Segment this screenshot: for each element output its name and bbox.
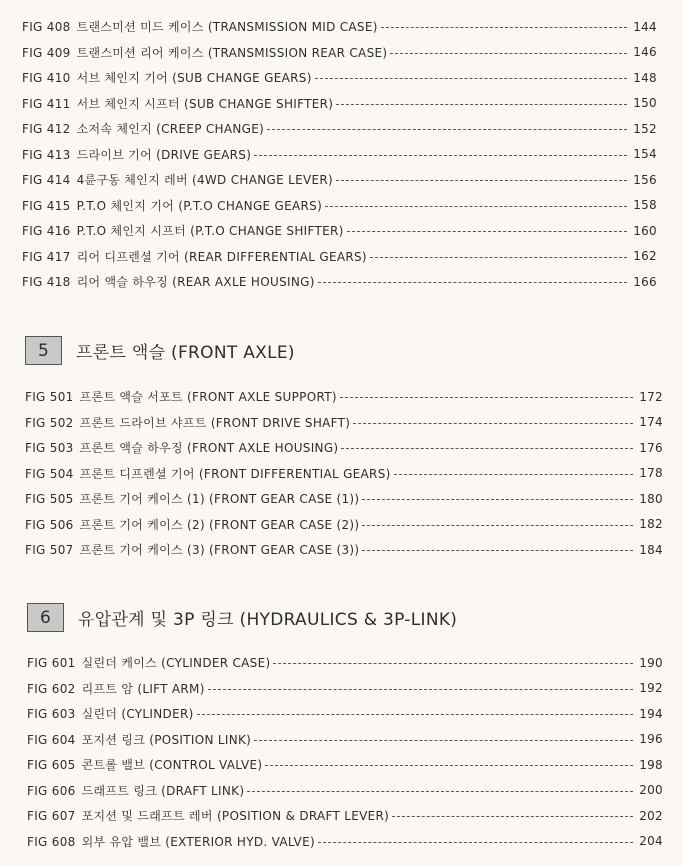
figure-title: 외부 유압 밸브 (EXTERIOR HYD. VALVE)	[81, 834, 315, 849]
figure-code: FIG 504	[25, 466, 74, 481]
page-number: 158	[633, 198, 657, 213]
toc-entry	[22, 193, 657, 219]
page-number: 176	[639, 440, 663, 455]
toc-entry	[22, 142, 657, 168]
section-5-number: 5	[25, 336, 62, 365]
figure-title: 실린더 (CYLINDER)	[81, 707, 194, 722]
toc-entry-label	[22, 146, 251, 163]
page-number: 192	[639, 681, 663, 696]
page-number: 198	[639, 757, 663, 772]
figure-code: FIG 416	[22, 224, 71, 239]
toc-entry	[22, 91, 657, 117]
dot-leader	[247, 791, 633, 792]
toc-entry-label	[27, 833, 315, 850]
toc-entry-label	[22, 18, 378, 35]
toc-entry	[27, 829, 663, 855]
toc-entry	[27, 650, 663, 676]
toc-entry	[27, 752, 663, 778]
figure-title: 드라이브 기어 (DRIVE GEARS)	[76, 147, 252, 162]
figure-code: FIG 605	[27, 758, 76, 773]
dot-leader	[325, 206, 627, 207]
figure-title: 프론트 액슬 하우징 (FRONT AXLE HOUSING)	[79, 441, 339, 456]
figure-title: 프론트 드라이브 샤프트 (FRONT DRIVE SHAFT)	[79, 415, 351, 430]
page-number: 190	[639, 655, 663, 670]
toc-entry-label	[22, 222, 344, 239]
dot-leader	[362, 525, 633, 526]
figure-code: FIG 501	[25, 390, 74, 405]
figure-title: 콘트롤 밸브 (CONTROL VALVE)	[81, 758, 263, 773]
figure-title: 프론트 기어 케이스 (2) (FRONT GEAR CASE (2))	[79, 517, 360, 532]
toc-entry-label	[25, 541, 359, 558]
figure-code: FIG 604	[27, 732, 76, 747]
toc-entry	[27, 676, 663, 702]
figure-title: P.T.O 체인지 시프터 (P.T.O CHANGE SHIFTER)	[76, 224, 344, 239]
page-number: 144	[633, 19, 657, 34]
toc-entry-label	[22, 248, 367, 265]
figure-code: FIG 507	[25, 543, 74, 558]
page-number: 156	[633, 172, 657, 187]
toc-entry	[25, 410, 663, 436]
dot-leader	[254, 155, 627, 156]
toc-entry-label	[25, 516, 359, 533]
toc-entry-label	[27, 807, 389, 824]
toc-entry	[27, 803, 663, 829]
toc-entry	[27, 727, 663, 753]
page-number: 202	[639, 808, 663, 823]
figure-title: 소저속 체인지 (CREEP CHANGE)	[76, 122, 265, 137]
toc-entry	[22, 218, 657, 244]
toc-entry	[22, 167, 657, 193]
toc-entry	[25, 486, 663, 512]
page-number: 180	[639, 491, 663, 506]
dot-leader	[336, 180, 627, 181]
figure-code: FIG 506	[25, 517, 74, 532]
figure-title: 프론트 기어 케이스 (3) (FRONT GEAR CASE (3))	[79, 543, 360, 558]
dot-leader	[340, 397, 633, 398]
section-5-list	[0, 384, 683, 563]
toc-entry-label	[27, 782, 244, 799]
figure-title: 4륜구동 체인지 레버 (4WD CHANGE LEVER)	[76, 173, 333, 188]
page-number: 184	[639, 542, 663, 557]
dot-leader	[392, 816, 633, 817]
toc-entry-label	[25, 414, 350, 431]
figure-title: P.T.O 체인지 기어 (P.T.O CHANGE GEARS)	[76, 198, 323, 213]
section-6-header	[27, 603, 457, 632]
figure-title: 포지션 링크 (POSITION LINK)	[81, 732, 252, 747]
dot-leader	[370, 257, 627, 258]
figure-code: FIG 418	[22, 275, 71, 290]
page-number: 194	[639, 706, 663, 721]
dot-leader	[353, 423, 633, 424]
figure-title: 포지션 및 드래프트 레버 (POSITION & DRAFT LEVER)	[81, 809, 390, 824]
dot-leader	[381, 27, 627, 28]
figure-code: FIG 601	[27, 656, 76, 671]
figure-code: FIG 503	[25, 441, 74, 456]
figure-title: 실린더 케이스 (CYLINDER CASE)	[81, 656, 271, 671]
toc-entry-label	[27, 705, 194, 722]
dot-leader	[318, 282, 627, 283]
toc-entry-label	[22, 44, 387, 61]
toc-entry	[25, 461, 663, 487]
page-number: 160	[633, 223, 657, 238]
dot-leader	[394, 474, 633, 475]
page-number: 162	[633, 249, 657, 264]
figure-title: 프론트 디프렌셜 기어 (FRONT DIFFERENTIAL GEARS)	[79, 466, 391, 481]
dot-leader	[315, 78, 627, 79]
dot-leader	[336, 104, 627, 105]
toc-entry-label	[27, 654, 270, 671]
toc-entry	[22, 244, 657, 270]
page-number: 200	[639, 783, 663, 798]
toc-entry-label	[22, 95, 333, 112]
figure-code: FIG 505	[25, 492, 74, 507]
toc-entry-label	[25, 439, 338, 456]
toc-entry	[22, 269, 657, 295]
toc-entry	[22, 14, 657, 40]
figure-code: FIG 415	[22, 198, 71, 213]
dot-leader	[197, 714, 633, 715]
section-5-header	[25, 336, 295, 365]
figure-title: 서브 체인지 시프터 (SUB CHANGE SHIFTER)	[76, 96, 334, 111]
dot-leader	[254, 740, 633, 741]
figure-title: 드래프트 링크 (DRAFT LINK)	[81, 783, 245, 798]
page-number: 154	[633, 147, 657, 162]
figure-code: FIG 412	[22, 122, 71, 137]
figure-title: 리어 디프렌셜 기어 (REAR DIFFERENTIAL GEARS)	[76, 249, 367, 264]
figure-code: FIG 603	[27, 707, 76, 722]
page-number: 146	[633, 45, 657, 60]
figure-title: 리어 액슬 하우징 (REAR AXLE HOUSING)	[76, 275, 315, 290]
toc-entry-label	[27, 680, 205, 697]
section-4-list	[0, 14, 683, 295]
page-number: 182	[639, 517, 663, 532]
figure-code: FIG 408	[22, 20, 71, 35]
figure-code: FIG 608	[27, 834, 76, 849]
toc-entry-label	[25, 465, 391, 482]
dot-leader	[273, 663, 633, 664]
toc-entry	[25, 435, 663, 461]
figure-title: 트랜스미션 미드 케이스 (TRANSMISSION MID CASE)	[76, 20, 378, 35]
toc-entry-label	[22, 197, 322, 214]
figure-title: 서브 체인지 기어 (SUB CHANGE GEARS)	[76, 71, 312, 86]
toc-entry-label	[22, 171, 333, 188]
section-5-title: 프론트 액슬 (FRONT AXLE)	[76, 343, 295, 363]
dot-leader	[318, 842, 633, 843]
page-number: 204	[639, 834, 663, 849]
section-6-number: 6	[27, 603, 64, 632]
figure-code: FIG 413	[22, 147, 71, 162]
toc-entry	[25, 512, 663, 538]
figure-code: FIG 417	[22, 249, 71, 264]
dot-leader	[265, 765, 633, 766]
toc-entry	[22, 116, 657, 142]
dot-leader	[208, 689, 633, 690]
toc-entry-label	[25, 490, 359, 507]
dot-leader	[390, 53, 627, 54]
toc-entry-label	[27, 756, 262, 773]
toc-entry	[27, 701, 663, 727]
page-number: 196	[639, 732, 663, 747]
figure-code: FIG 602	[27, 681, 76, 696]
toc-entry	[27, 778, 663, 804]
section-6-title: 유압관계 및 3P 링크 (HYDRAULICS & 3P-LINK)	[78, 610, 458, 630]
figure-code: FIG 410	[22, 71, 71, 86]
page-number: 178	[639, 466, 663, 481]
dot-leader	[362, 550, 633, 551]
toc-entry-label	[22, 273, 315, 290]
toc-entry-label	[22, 69, 312, 86]
figure-code: FIG 411	[22, 96, 71, 111]
figure-title: 프론트 기어 케이스 (1) (FRONT GEAR CASE (1))	[79, 492, 360, 507]
figure-title: 프론트 액슬 서포트 (FRONT AXLE SUPPORT)	[79, 390, 337, 405]
toc-entry	[25, 537, 663, 563]
figure-code: FIG 414	[22, 173, 71, 188]
toc-entry	[22, 65, 657, 91]
toc-entry-label	[22, 120, 264, 137]
figure-code: FIG 607	[27, 809, 76, 824]
toc-entry	[22, 40, 657, 66]
section-6-list	[0, 650, 683, 854]
dot-leader	[362, 499, 633, 500]
page-number: 152	[633, 121, 657, 136]
toc-entry-label	[27, 731, 251, 748]
dot-leader	[341, 448, 633, 449]
figure-code: FIG 606	[27, 783, 76, 798]
toc-entry	[25, 384, 663, 410]
toc-entry-label	[25, 388, 337, 405]
figure-title: 리프트 암 (LIFT ARM)	[81, 681, 205, 696]
page-number: 166	[633, 274, 657, 289]
dot-leader	[347, 231, 627, 232]
figure-code: FIG 409	[22, 45, 71, 60]
dot-leader	[267, 129, 627, 130]
page-number: 148	[633, 70, 657, 85]
page-number: 172	[639, 389, 663, 404]
figure-title: 트랜스미션 리어 케이스 (TRANSMISSION REAR CASE)	[76, 45, 388, 60]
figure-code: FIG 502	[25, 415, 74, 430]
page-number: 174	[639, 415, 663, 430]
page-number: 150	[633, 96, 657, 111]
